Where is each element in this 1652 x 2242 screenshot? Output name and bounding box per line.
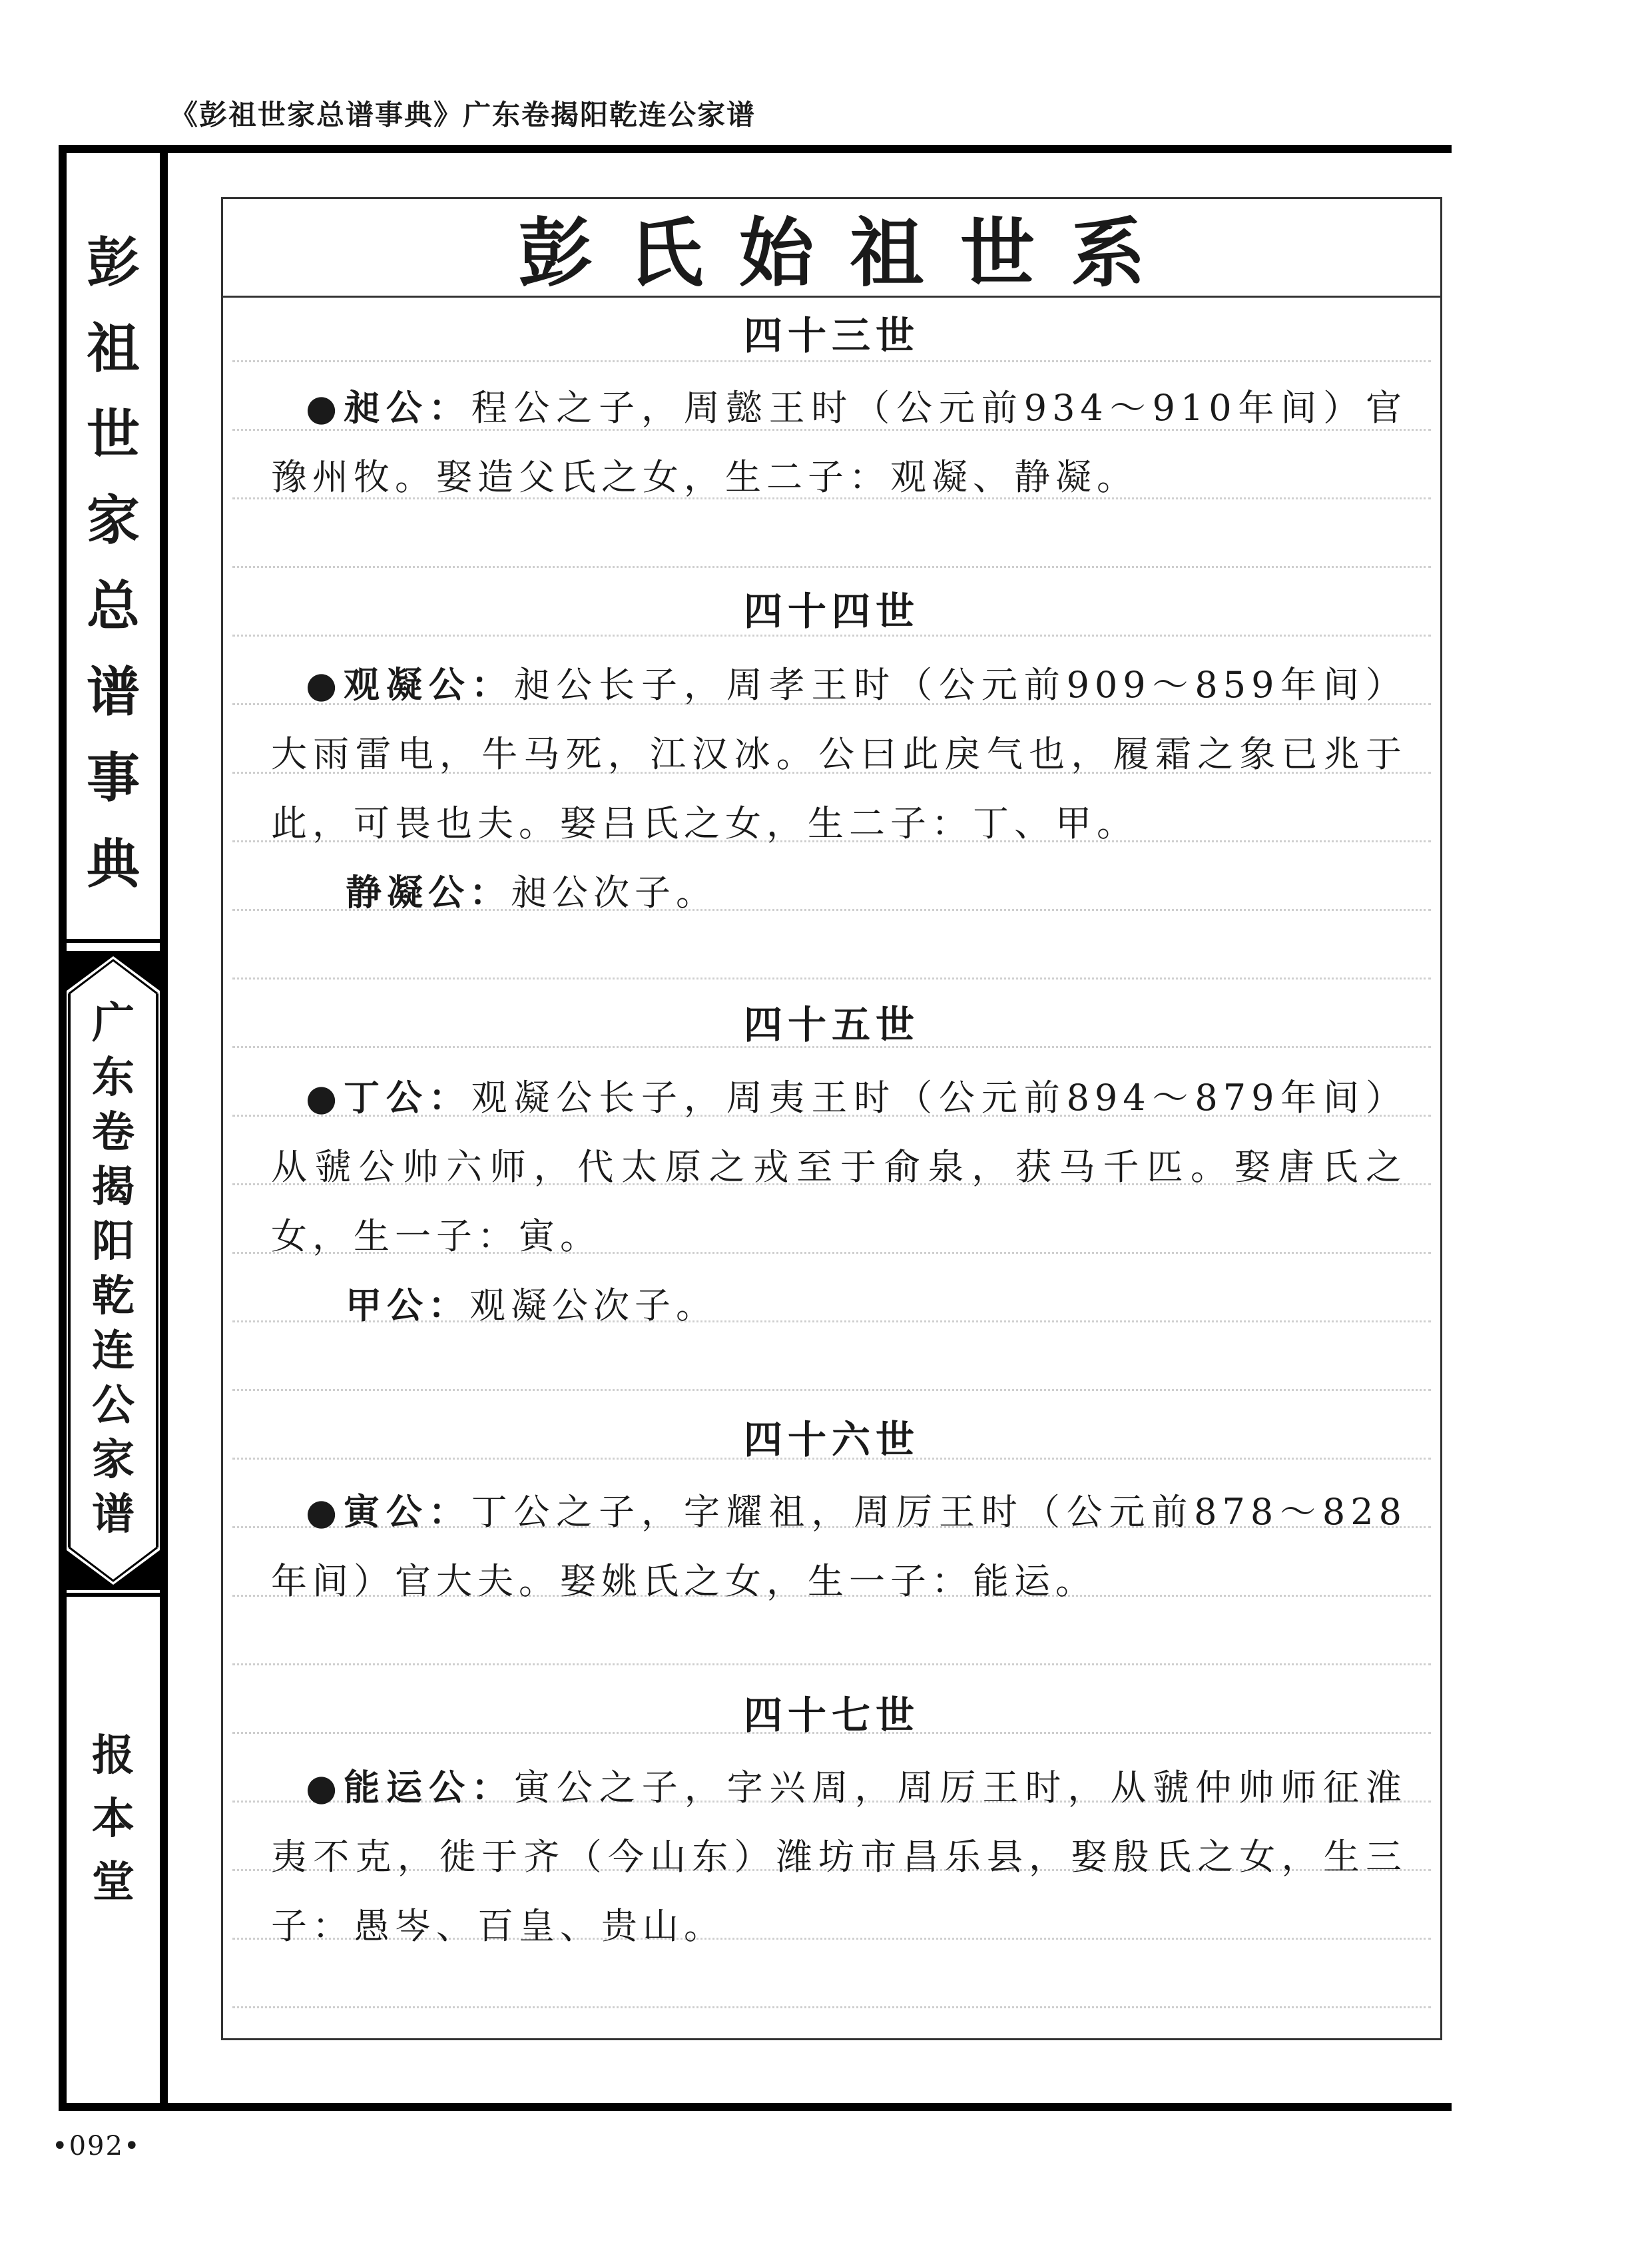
name-separator: ： <box>428 387 471 429</box>
ruling-line <box>232 1663 1431 1665</box>
sidebar-divider <box>67 1593 160 1597</box>
ruling-line <box>232 978 1431 980</box>
ancestor-name: 昶公 <box>343 387 429 429</box>
ruling-line <box>232 566 1431 568</box>
sidebar-char: 家 <box>87 489 140 551</box>
banner-char: 家 <box>92 1436 135 1485</box>
name-separator: ： <box>471 664 514 706</box>
hall-char: 报 <box>92 1731 135 1781</box>
name-separator: ： <box>428 1491 471 1533</box>
hall-char: 本 <box>92 1795 135 1844</box>
bullet-icon: ● <box>306 387 344 429</box>
banner-char: 广 <box>92 999 135 1048</box>
ancestor-name: 静凝公 <box>346 872 469 914</box>
bullet-icon: ● <box>306 1767 344 1809</box>
sidebar-char: 世 <box>87 404 140 465</box>
sidebar-char: 谱 <box>87 661 140 723</box>
sidebar-hall-name <box>67 1725 160 1914</box>
banner-char: 乾 <box>92 1272 135 1321</box>
generation-title: 四十六世 <box>743 1417 920 1462</box>
sidebar-inner-border <box>160 145 168 2111</box>
ancestor-name: 寅公 <box>343 1491 429 1533</box>
bullet-icon: ● <box>306 664 344 706</box>
ancestor-name: 丁公 <box>343 1077 429 1119</box>
bottom-rule <box>59 2103 1452 2111</box>
entry-paragraph <box>271 1753 1407 1961</box>
generation-title: 四十三世 <box>743 313 920 358</box>
generation-title: 四十七世 <box>743 1693 920 1738</box>
banner-char: 阳 <box>92 1217 135 1266</box>
bullet-icon: ● <box>306 1077 344 1119</box>
panel-title: 彭氏始祖世系 <box>223 199 1440 298</box>
sidebar-volume-banner <box>67 951 160 1590</box>
name-separator: ： <box>428 1284 469 1326</box>
entry-text: 寅公之子，字兴周，周厉王时，从虢仲帅师征淮夷不克，徙于齐（今山东）潍坊市昌乐县，娶殷氏之女，生三子：愚岑、百皇、贵山。 <box>271 1767 1408 1947</box>
banner-char: 揭 <box>92 1163 135 1212</box>
entry-text: 程公之子，周懿王时（公元前934～910年间）官豫州牧。娶造父氏之女，生二子：观凝、静凝。 <box>271 387 1408 498</box>
entry-text: 昶公次子。 <box>511 872 717 914</box>
banner-char: 公 <box>92 1381 135 1430</box>
ancestor-name: 甲公 <box>346 1284 428 1326</box>
content-panel <box>221 197 1442 2040</box>
ancestor-name: 能运公 <box>344 1767 471 1809</box>
banner-char: 东 <box>92 1053 135 1103</box>
ancestor-name: 观凝公 <box>343 664 471 706</box>
banner-char: 谱 <box>92 1490 135 1540</box>
entry-paragraph <box>271 1478 1407 1616</box>
sidebar-char: 彭 <box>87 232 140 294</box>
entry-paragraph <box>271 858 1407 928</box>
hall-char: 堂 <box>92 1858 135 1907</box>
name-separator: ： <box>469 872 511 914</box>
entry-text: 观凝公次子。 <box>469 1284 717 1326</box>
entry-paragraph <box>271 1063 1407 1271</box>
sidebar-char: 祖 <box>87 318 140 380</box>
entry-paragraph <box>271 374 1407 512</box>
entry-text: 观凝公长子，周夷王时（公元前894～879年间）从虢公帅六师，代太原之戎至于俞泉，获马千匹。娶唐氏之女，生一子：寅。 <box>271 1077 1408 1257</box>
entry-paragraph <box>271 651 1407 858</box>
bullet-icon: ● <box>306 1491 344 1533</box>
top-rule <box>59 145 1452 153</box>
banner-char: 连 <box>92 1326 135 1376</box>
entry-text: 昶公长子，周孝王时（公元前909～859年间）大雨雷电，牛马死，江汉冰。公曰此戾气也，履霜之象已兆于此，可畏也夫。娶吕氏之女，生二子：丁、甲。 <box>271 664 1408 844</box>
page-number: •092• <box>52 2131 141 2161</box>
sidebar-outer-border <box>59 145 67 2111</box>
entry-text: 丁公之子，字耀祖，周厉王时（公元前878～828年间）官大夫。娶姚氏之女，生一子：能运。 <box>271 1491 1408 1602</box>
ruling-line <box>232 360 1431 362</box>
running-header: 《彭祖世家总谱事典》广东卷揭阳乾连公家谱 <box>170 99 756 131</box>
generation-title: 四十四世 <box>743 589 920 634</box>
sidebar-char: 事 <box>87 747 140 809</box>
sidebar-char: 总 <box>87 575 140 637</box>
banner-char: 卷 <box>92 1108 135 1157</box>
sidebar-divider <box>67 939 160 943</box>
ruling-line <box>232 1389 1431 1391</box>
panel-body <box>223 298 1440 2042</box>
sidebar-char: 典 <box>87 833 140 895</box>
name-separator: ： <box>471 1767 514 1809</box>
entry-paragraph <box>271 1271 1407 1340</box>
name-separator: ： <box>428 1077 471 1119</box>
generation-title: 四十五世 <box>743 1002 920 1047</box>
sidebar-book-title <box>67 220 160 907</box>
ruling-line <box>232 2006 1431 2008</box>
